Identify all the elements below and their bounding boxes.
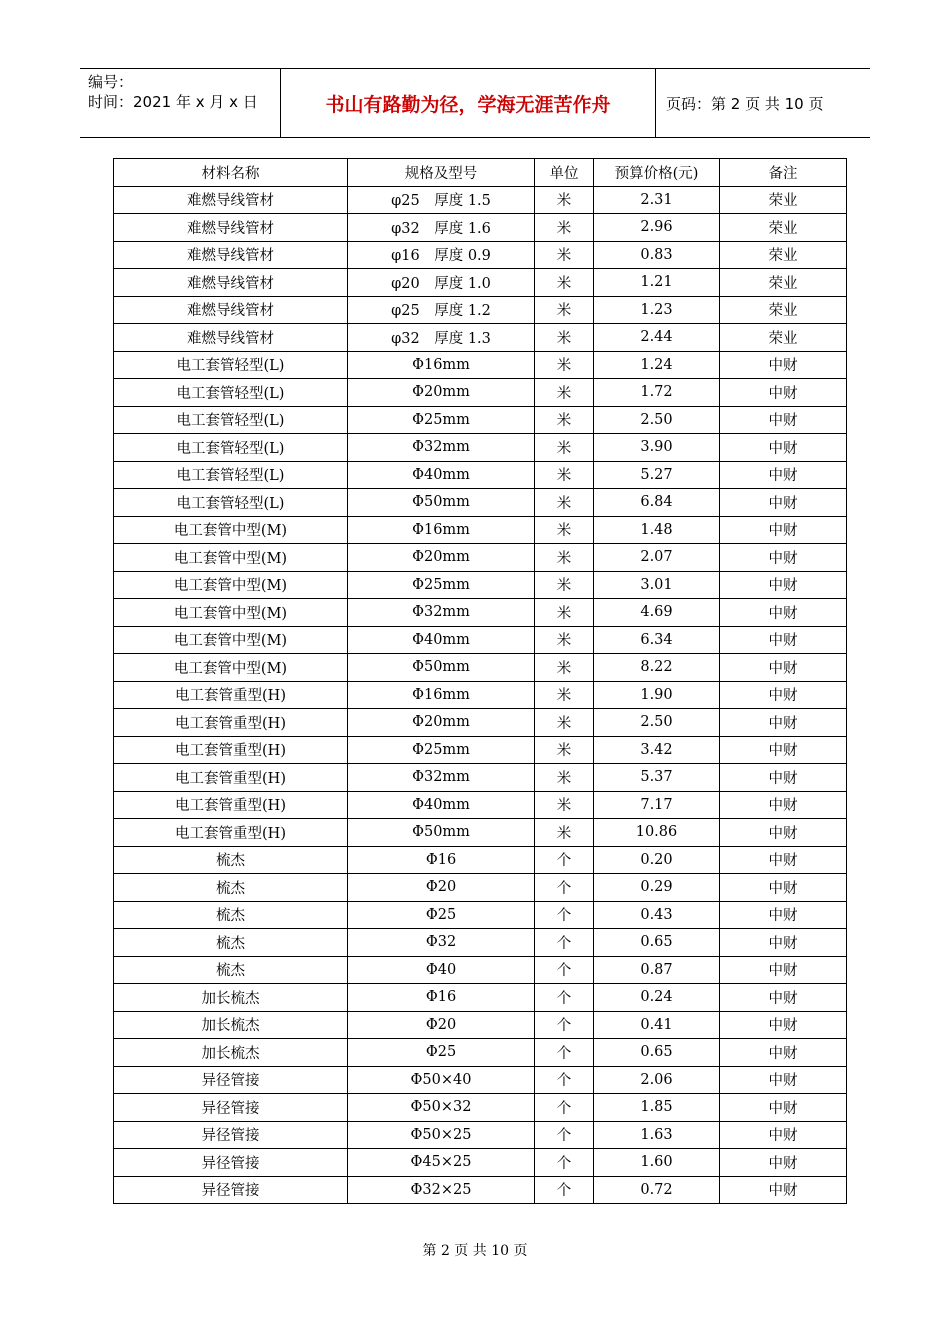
cell-remark: 中财	[720, 1066, 847, 1094]
cell-unit: 个	[535, 1066, 594, 1094]
cell-unit: 米	[535, 654, 594, 682]
table-row	[114, 1066, 847, 1094]
table-row	[114, 736, 847, 764]
cell-material-name: 梳杰	[114, 874, 348, 902]
cell-material-name: 电工套管中型(M)	[114, 544, 348, 572]
cell-material-name: 异径管接	[114, 1094, 348, 1122]
cell-spec: Φ20	[348, 874, 535, 902]
materials-table-container	[113, 158, 847, 1204]
cell-remark: 中财	[720, 956, 847, 984]
cell-spec: φ25 厚度 1.2	[348, 296, 535, 324]
cell-spec: Φ50×25	[348, 1121, 535, 1149]
cell-unit: 米	[535, 324, 594, 352]
table-row	[114, 1011, 847, 1039]
table-row	[114, 984, 847, 1012]
cell-price: 2.31	[594, 186, 720, 214]
cell-unit: 米	[535, 544, 594, 572]
table-row	[114, 929, 847, 957]
header-motto: 书山有路勤为径，学海无涯苦作舟	[281, 69, 656, 137]
cell-price: 0.65	[594, 1039, 720, 1067]
cell-price: 5.27	[594, 461, 720, 489]
table-row	[114, 241, 847, 269]
document-time: 时间：2021 年 x 月 x 日	[88, 93, 258, 111]
cell-remark: 中财	[720, 709, 847, 737]
cell-unit: 个	[535, 1149, 594, 1177]
cell-price: 2.44	[594, 324, 720, 352]
table-row	[114, 186, 847, 214]
cell-unit: 米	[535, 736, 594, 764]
cell-material-name: 电工套管重型(H)	[114, 681, 348, 709]
cell-remark: 荣业	[720, 324, 847, 352]
cell-unit: 米	[535, 516, 594, 544]
cell-unit: 米	[535, 709, 594, 737]
cell-unit: 个	[535, 929, 594, 957]
document-number: 编号：	[88, 73, 134, 91]
table-row	[114, 434, 847, 462]
cell-remark: 中财	[720, 764, 847, 792]
cell-price: 0.29	[594, 874, 720, 902]
cell-remark: 中财	[720, 461, 847, 489]
cell-spec: Φ32	[348, 929, 535, 957]
cell-material-name: 电工套管中型(M)	[114, 626, 348, 654]
table-row	[114, 1176, 847, 1204]
cell-spec: Φ25	[348, 1039, 535, 1067]
cell-unit: 米	[535, 214, 594, 242]
cell-material-name: 电工套管轻型(L)	[114, 461, 348, 489]
cell-material-name: 加长梳杰	[114, 1011, 348, 1039]
cell-material-name: 异径管接	[114, 1176, 348, 1204]
cell-unit: 米	[535, 241, 594, 269]
cell-spec: Φ20mm	[348, 379, 535, 407]
cell-price: 7.17	[594, 791, 720, 819]
cell-unit: 米	[535, 461, 594, 489]
cell-remark: 中财	[720, 626, 847, 654]
cell-price: 2.07	[594, 544, 720, 572]
cell-material-name: 电工套管中型(M)	[114, 654, 348, 682]
cell-remark: 中财	[720, 1121, 847, 1149]
table-row	[114, 1149, 847, 1177]
cell-material-name: 异径管接	[114, 1149, 348, 1177]
cell-price: 10.86	[594, 819, 720, 847]
cell-material-name: 电工套管重型(H)	[114, 736, 348, 764]
cell-material-name: 难燃导线管材	[114, 269, 348, 297]
cell-spec: Φ40mm	[348, 791, 535, 819]
cell-unit: 个	[535, 846, 594, 874]
column-header-material-name: 材料名称	[114, 159, 348, 187]
cell-price: 0.24	[594, 984, 720, 1012]
cell-spec: Φ32mm	[348, 434, 535, 462]
cell-price: 2.50	[594, 406, 720, 434]
cell-unit: 米	[535, 489, 594, 517]
cell-unit: 个	[535, 901, 594, 929]
cell-price: 2.50	[594, 709, 720, 737]
cell-remark: 中财	[720, 1176, 847, 1204]
cell-material-name: 梳杰	[114, 901, 348, 929]
cell-remark: 中财	[720, 984, 847, 1012]
cell-spec: Φ25mm	[348, 571, 535, 599]
cell-spec: Φ25mm	[348, 406, 535, 434]
cell-price: 5.37	[594, 764, 720, 792]
cell-material-name: 电工套管重型(H)	[114, 764, 348, 792]
cell-spec: Φ16	[348, 984, 535, 1012]
cell-material-name: 电工套管轻型(L)	[114, 351, 348, 379]
cell-material-name: 加长梳杰	[114, 1039, 348, 1067]
cell-spec: φ32 厚度 1.3	[348, 324, 535, 352]
header-info	[80, 69, 281, 137]
cell-price: 3.42	[594, 736, 720, 764]
cell-material-name: 电工套管中型(M)	[114, 599, 348, 627]
page-footer: 第 2 页 共 10 页	[422, 1243, 528, 1259]
header-page-info: 页码：第 2 页 共 10 页	[666, 94, 824, 113]
cell-material-name: 异径管接	[114, 1066, 348, 1094]
cell-material-name: 电工套管轻型(L)	[114, 489, 348, 517]
cell-material-name: 难燃导线管材	[114, 186, 348, 214]
cell-unit: 个	[535, 874, 594, 902]
cell-material-name: 电工套管重型(H)	[114, 791, 348, 819]
materials-price-table	[113, 158, 847, 1204]
table-row	[114, 846, 847, 874]
table-row	[114, 956, 847, 984]
cell-price: 2.06	[594, 1066, 720, 1094]
cell-remark: 中财	[720, 929, 847, 957]
cell-unit: 米	[535, 599, 594, 627]
cell-unit: 米	[535, 791, 594, 819]
cell-spec: Φ40mm	[348, 461, 535, 489]
cell-material-name: 梳杰	[114, 846, 348, 874]
cell-remark: 中财	[720, 599, 847, 627]
cell-price: 1.60	[594, 1149, 720, 1177]
cell-spec: Φ16mm	[348, 516, 535, 544]
table-row	[114, 1121, 847, 1149]
cell-unit: 个	[535, 984, 594, 1012]
cell-material-name: 梳杰	[114, 929, 348, 957]
cell-price: 0.72	[594, 1176, 720, 1204]
cell-price: 0.20	[594, 846, 720, 874]
cell-price: 6.34	[594, 626, 720, 654]
cell-spec: Φ45×25	[348, 1149, 535, 1177]
table-row	[114, 544, 847, 572]
table-row	[114, 351, 847, 379]
cell-material-name: 电工套管轻型(L)	[114, 434, 348, 462]
cell-unit: 个	[535, 1039, 594, 1067]
cell-remark: 中财	[720, 681, 847, 709]
table-row	[114, 681, 847, 709]
cell-remark: 中财	[720, 846, 847, 874]
cell-remark: 中财	[720, 1149, 847, 1177]
table-row	[114, 379, 847, 407]
table-row	[114, 874, 847, 902]
cell-unit: 个	[535, 956, 594, 984]
table-row	[114, 269, 847, 297]
cell-spec: Φ50mm	[348, 654, 535, 682]
cell-material-name: 电工套管轻型(L)	[114, 379, 348, 407]
cell-spec: Φ20	[348, 1011, 535, 1039]
cell-unit: 米	[535, 819, 594, 847]
cell-price: 0.83	[594, 241, 720, 269]
cell-price: 1.72	[594, 379, 720, 407]
table-row	[114, 296, 847, 324]
cell-spec: Φ32mm	[348, 764, 535, 792]
cell-unit: 个	[535, 1176, 594, 1204]
cell-material-name: 难燃导线管材	[114, 241, 348, 269]
cell-unit: 米	[535, 379, 594, 407]
cell-material-name: 梳杰	[114, 956, 348, 984]
cell-material-name: 电工套管重型(H)	[114, 709, 348, 737]
cell-material-name: 加长梳杰	[114, 984, 348, 1012]
cell-spec: φ20 厚度 1.0	[348, 269, 535, 297]
cell-price: 0.87	[594, 956, 720, 984]
cell-material-name: 电工套管轻型(L)	[114, 406, 348, 434]
cell-unit: 米	[535, 351, 594, 379]
table-row	[114, 626, 847, 654]
cell-material-name: 难燃导线管材	[114, 296, 348, 324]
cell-unit: 米	[535, 269, 594, 297]
cell-price: 8.22	[594, 654, 720, 682]
column-header-price: 预算价格(元)	[594, 159, 720, 187]
table-row	[114, 1094, 847, 1122]
cell-price: 1.24	[594, 351, 720, 379]
table-header-row	[114, 159, 847, 187]
table-row	[114, 516, 847, 544]
cell-spec: Φ50mm	[348, 489, 535, 517]
table-row	[114, 764, 847, 792]
cell-remark: 中财	[720, 489, 847, 517]
table-row	[114, 461, 847, 489]
cell-unit: 米	[535, 406, 594, 434]
cell-remark: 荣业	[720, 241, 847, 269]
cell-remark: 中财	[720, 434, 847, 462]
cell-price: 3.01	[594, 571, 720, 599]
cell-spec: Φ50mm	[348, 819, 535, 847]
cell-spec: Φ20mm	[348, 544, 535, 572]
cell-remark: 中财	[720, 406, 847, 434]
cell-spec: Φ16mm	[348, 351, 535, 379]
cell-spec: φ25 厚度 1.5	[348, 186, 535, 214]
table-body	[114, 186, 847, 1204]
cell-unit: 米	[535, 186, 594, 214]
cell-unit: 米	[535, 626, 594, 654]
cell-price: 0.41	[594, 1011, 720, 1039]
cell-price: 2.96	[594, 214, 720, 242]
cell-remark: 荣业	[720, 186, 847, 214]
cell-material-name: 电工套管中型(M)	[114, 571, 348, 599]
cell-remark: 中财	[720, 379, 847, 407]
table-row	[114, 214, 847, 242]
cell-remark: 中财	[720, 1039, 847, 1067]
cell-spec: φ32 厚度 1.6	[348, 214, 535, 242]
cell-remark: 中财	[720, 1094, 847, 1122]
table-row	[114, 599, 847, 627]
cell-spec: Φ40	[348, 956, 535, 984]
cell-unit: 米	[535, 681, 594, 709]
cell-remark: 中财	[720, 571, 847, 599]
column-header-remark: 备注	[720, 159, 847, 187]
table-row	[114, 324, 847, 352]
column-header-unit: 单位	[535, 159, 594, 187]
cell-price: 0.43	[594, 901, 720, 929]
cell-price: 1.90	[594, 681, 720, 709]
cell-price: 1.85	[594, 1094, 720, 1122]
cell-spec: Φ16	[348, 846, 535, 874]
cell-spec: Φ32×25	[348, 1176, 535, 1204]
cell-remark: 中财	[720, 516, 847, 544]
cell-spec: Φ40mm	[348, 626, 535, 654]
cell-material-name: 电工套管重型(H)	[114, 819, 348, 847]
column-header-spec: 规格及型号	[348, 159, 535, 187]
cell-remark: 荣业	[720, 296, 847, 324]
cell-price: 3.90	[594, 434, 720, 462]
cell-unit: 米	[535, 571, 594, 599]
cell-price: 6.84	[594, 489, 720, 517]
cell-price: 4.69	[594, 599, 720, 627]
table-row	[114, 654, 847, 682]
cell-price: 1.63	[594, 1121, 720, 1149]
table-row	[114, 1039, 847, 1067]
cell-unit: 米	[535, 434, 594, 462]
cell-material-name: 电工套管中型(M)	[114, 516, 348, 544]
cell-remark: 中财	[720, 791, 847, 819]
table-row	[114, 489, 847, 517]
cell-spec: Φ20mm	[348, 709, 535, 737]
table-row	[114, 709, 847, 737]
cell-price: 0.65	[594, 929, 720, 957]
cell-remark: 中财	[720, 351, 847, 379]
cell-remark: 荣业	[720, 269, 847, 297]
cell-price: 1.48	[594, 516, 720, 544]
cell-remark: 中财	[720, 874, 847, 902]
table-row	[114, 791, 847, 819]
cell-spec: Φ25mm	[348, 736, 535, 764]
cell-price: 1.23	[594, 296, 720, 324]
cell-remark: 中财	[720, 544, 847, 572]
cell-unit: 米	[535, 296, 594, 324]
cell-remark: 荣业	[720, 214, 847, 242]
table-row	[114, 819, 847, 847]
table-row	[114, 571, 847, 599]
cell-price: 1.21	[594, 269, 720, 297]
cell-material-name: 异径管接	[114, 1121, 348, 1149]
cell-remark: 中财	[720, 1011, 847, 1039]
cell-spec: φ16 厚度 0.9	[348, 241, 535, 269]
page-header	[80, 68, 870, 138]
cell-remark: 中财	[720, 819, 847, 847]
cell-spec: Φ32mm	[348, 599, 535, 627]
cell-unit: 个	[535, 1011, 594, 1039]
cell-unit: 米	[535, 764, 594, 792]
cell-unit: 个	[535, 1094, 594, 1122]
cell-material-name: 难燃导线管材	[114, 214, 348, 242]
table-row	[114, 406, 847, 434]
cell-spec: Φ25	[348, 901, 535, 929]
cell-material-name: 难燃导线管材	[114, 324, 348, 352]
cell-remark: 中财	[720, 736, 847, 764]
table-row	[114, 901, 847, 929]
cell-spec: Φ50×32	[348, 1094, 535, 1122]
cell-unit: 个	[535, 1121, 594, 1149]
cell-remark: 中财	[720, 654, 847, 682]
cell-spec: Φ50×40	[348, 1066, 535, 1094]
cell-spec: Φ16mm	[348, 681, 535, 709]
cell-remark: 中财	[720, 901, 847, 929]
